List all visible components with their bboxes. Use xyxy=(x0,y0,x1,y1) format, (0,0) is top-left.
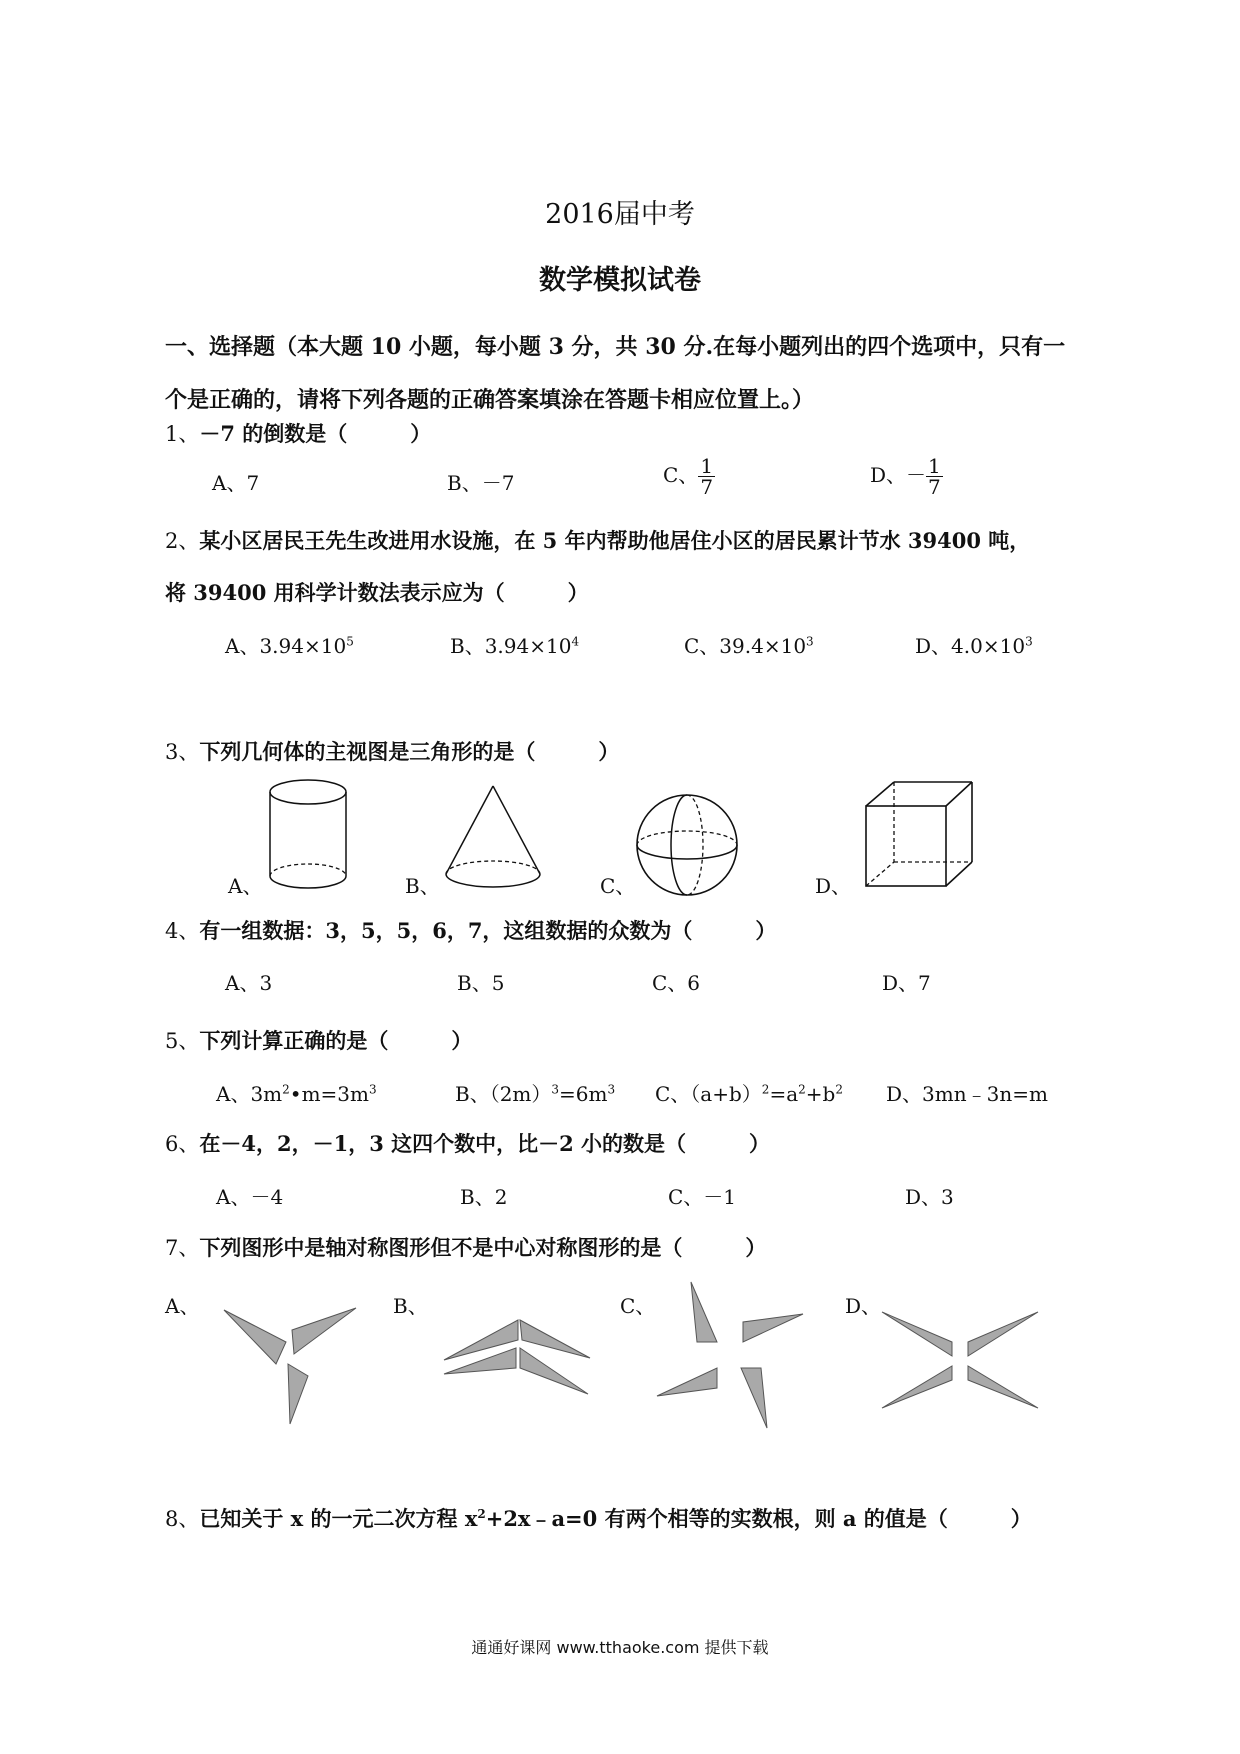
question-6 xyxy=(165,1128,770,1158)
blade-shape xyxy=(968,1312,1038,1356)
blade-shape xyxy=(882,1366,952,1408)
question-text: 有一组数据：3，5，5，6，7，这组数据的众数为（ ） xyxy=(199,918,777,943)
q4-option-b: B、5 xyxy=(457,971,505,995)
question-number: 5、 xyxy=(165,1029,200,1053)
blade-shape xyxy=(968,1366,1038,1408)
q7-figure-b xyxy=(440,1318,590,1398)
question-1 xyxy=(165,418,431,448)
exponent: 5 xyxy=(346,634,354,649)
exponent: 2 xyxy=(477,1507,486,1521)
q2-option-c xyxy=(684,630,814,659)
q4-option-a: A、3 xyxy=(225,971,273,995)
q1-option-a: A、7 xyxy=(212,471,260,495)
option-text: C、（a+b） xyxy=(655,1082,762,1106)
q2-option-b xyxy=(450,630,579,659)
question-number: 4、 xyxy=(165,919,200,943)
question-number: 3、 xyxy=(165,740,200,764)
question-text: 已知关于 x 的一元二次方程 x xyxy=(199,1506,478,1531)
fraction-numerator: 1 xyxy=(700,454,714,478)
question-number: 2、 xyxy=(165,529,200,553)
q6-option-c: C、－1 xyxy=(668,1185,737,1209)
exponent: 3 xyxy=(607,1082,616,1097)
exponent: 3 xyxy=(551,1082,560,1097)
blade-shape xyxy=(224,1310,286,1364)
q3-label-d: D、 xyxy=(815,874,852,898)
q5-option-d: D、3mn﹣3n=m xyxy=(886,1082,1048,1106)
option-text: A、3m xyxy=(216,1082,283,1106)
fraction-denominator: 7 xyxy=(928,475,941,499)
sphere-figure xyxy=(632,790,742,900)
question-2 xyxy=(165,525,1030,555)
exponent: 2 xyxy=(798,1082,806,1097)
q2-option-a xyxy=(225,630,354,659)
q4-option-d: D、7 xyxy=(882,971,931,995)
q7-figure-d xyxy=(880,1310,1040,1410)
q6-option-b: B、2 xyxy=(460,1185,508,1209)
option-text: B、（2m） xyxy=(455,1082,552,1106)
q7-label-a: A、 xyxy=(165,1294,200,1318)
exponent: 3 xyxy=(369,1082,377,1097)
page-title: 2016届中考 xyxy=(545,199,695,230)
q2-option-d xyxy=(915,630,1033,659)
question-5 xyxy=(165,1025,472,1055)
question-text: 在－4，2，－1，3 这四个数中，比－2 小的数是（ ） xyxy=(199,1131,771,1156)
question-text: 下列图形中是轴对称图形但不是中心对称图形的是（ ） xyxy=(199,1235,767,1260)
fraction xyxy=(926,456,943,497)
exponent: 3 xyxy=(1025,634,1033,649)
cube-figure xyxy=(862,778,977,898)
option-label: D、－ xyxy=(870,463,927,487)
blade-shape xyxy=(520,1320,590,1358)
question-number: 6、 xyxy=(165,1132,200,1156)
question-number: 7、 xyxy=(165,1236,200,1260)
q1-option-b: B、－7 xyxy=(447,471,515,495)
option-text: B、3.94×10 xyxy=(450,634,572,658)
q6-option-a: A、－4 xyxy=(216,1185,284,1209)
question-8 xyxy=(165,1503,1032,1533)
cylinder-figure xyxy=(258,778,358,893)
q5-option-c xyxy=(655,1078,843,1107)
q7-label-b: B、 xyxy=(393,1294,428,1318)
q7-label-d: D、 xyxy=(845,1294,882,1318)
footer-text: 通通好课网 www.tthaoke.com 提供下载 xyxy=(471,1638,769,1657)
blade-shape xyxy=(882,1312,952,1356)
exponent: 2 xyxy=(761,1082,770,1097)
blade-shape xyxy=(657,1368,717,1396)
q1-option-d xyxy=(870,456,943,497)
q4-option-c: C、6 xyxy=(652,971,701,995)
question-text: 下列计算正确的是（ ） xyxy=(199,1028,473,1053)
question-text-line1: 某小区居民王先生改进用水设施，在 5 年内帮助他居住小区的居民累计节水 39400 吨， xyxy=(199,528,1031,553)
question-text: －7 的倒数是（ ） xyxy=(199,421,432,446)
cone-figure xyxy=(438,782,548,892)
question-3 xyxy=(165,736,619,766)
option-text: •m=3m xyxy=(289,1082,369,1106)
question-2-line2: 将 39400 用科学计数法表示应为（ ） xyxy=(165,580,589,605)
blade-shape xyxy=(743,1314,803,1342)
blade-shape xyxy=(288,1364,308,1424)
option-text: C、39.4×10 xyxy=(684,634,807,658)
blade-shape xyxy=(741,1368,767,1428)
question-number: 1、 xyxy=(165,422,200,446)
fraction-denominator: 7 xyxy=(700,475,714,499)
q7-label-c: C、 xyxy=(620,1294,656,1318)
q7-figure-c xyxy=(655,1280,805,1430)
option-text: D、4.0×10 xyxy=(915,634,1026,658)
q1-option-c xyxy=(663,456,715,497)
option-text: +b xyxy=(805,1082,836,1106)
exponent: 4 xyxy=(571,634,580,649)
blade-shape xyxy=(444,1348,516,1374)
exponent: 2 xyxy=(282,1082,290,1097)
blade-shape xyxy=(292,1308,356,1354)
option-label: C、 xyxy=(663,463,699,487)
q3-label-c: C、 xyxy=(600,874,636,898)
exponent: 2 xyxy=(835,1082,843,1097)
option-text: A、3.94×10 xyxy=(225,634,347,658)
q5-option-b xyxy=(455,1078,615,1107)
blade-shape xyxy=(691,1282,717,1342)
q7-figure-a xyxy=(220,1300,360,1430)
question-text: 下列几何体的主视图是三角形的是（ ） xyxy=(199,739,620,764)
q6-option-d: D、3 xyxy=(905,1185,954,1209)
section-heading-line1: 一、选择题（本大题 10 小题，每小题 3 分，共 30 分.在每小题列出的四个选项中，只有一 xyxy=(165,334,1066,360)
question-number: 8、 xyxy=(165,1507,200,1531)
q3-label-a: A、 xyxy=(228,874,263,898)
section-heading-line2: 个是正确的，请将下列各题的正确答案填涂在答题卡相应位置上。） xyxy=(165,387,815,413)
fraction-numerator: 1 xyxy=(928,454,941,478)
page-subtitle: 数学模拟试卷 xyxy=(539,265,701,296)
fraction xyxy=(698,456,715,497)
option-text: =a xyxy=(769,1082,799,1106)
q5-option-a xyxy=(216,1078,377,1107)
option-text: =6m xyxy=(559,1082,608,1106)
q3-label-b: B、 xyxy=(405,874,440,898)
question-text-cont: +2x﹣a=0 有两个相等的实数根，则 a 的值是（ ） xyxy=(485,1506,1032,1531)
exponent: 3 xyxy=(806,634,814,649)
question-4 xyxy=(165,915,776,945)
question-7 xyxy=(165,1232,766,1262)
